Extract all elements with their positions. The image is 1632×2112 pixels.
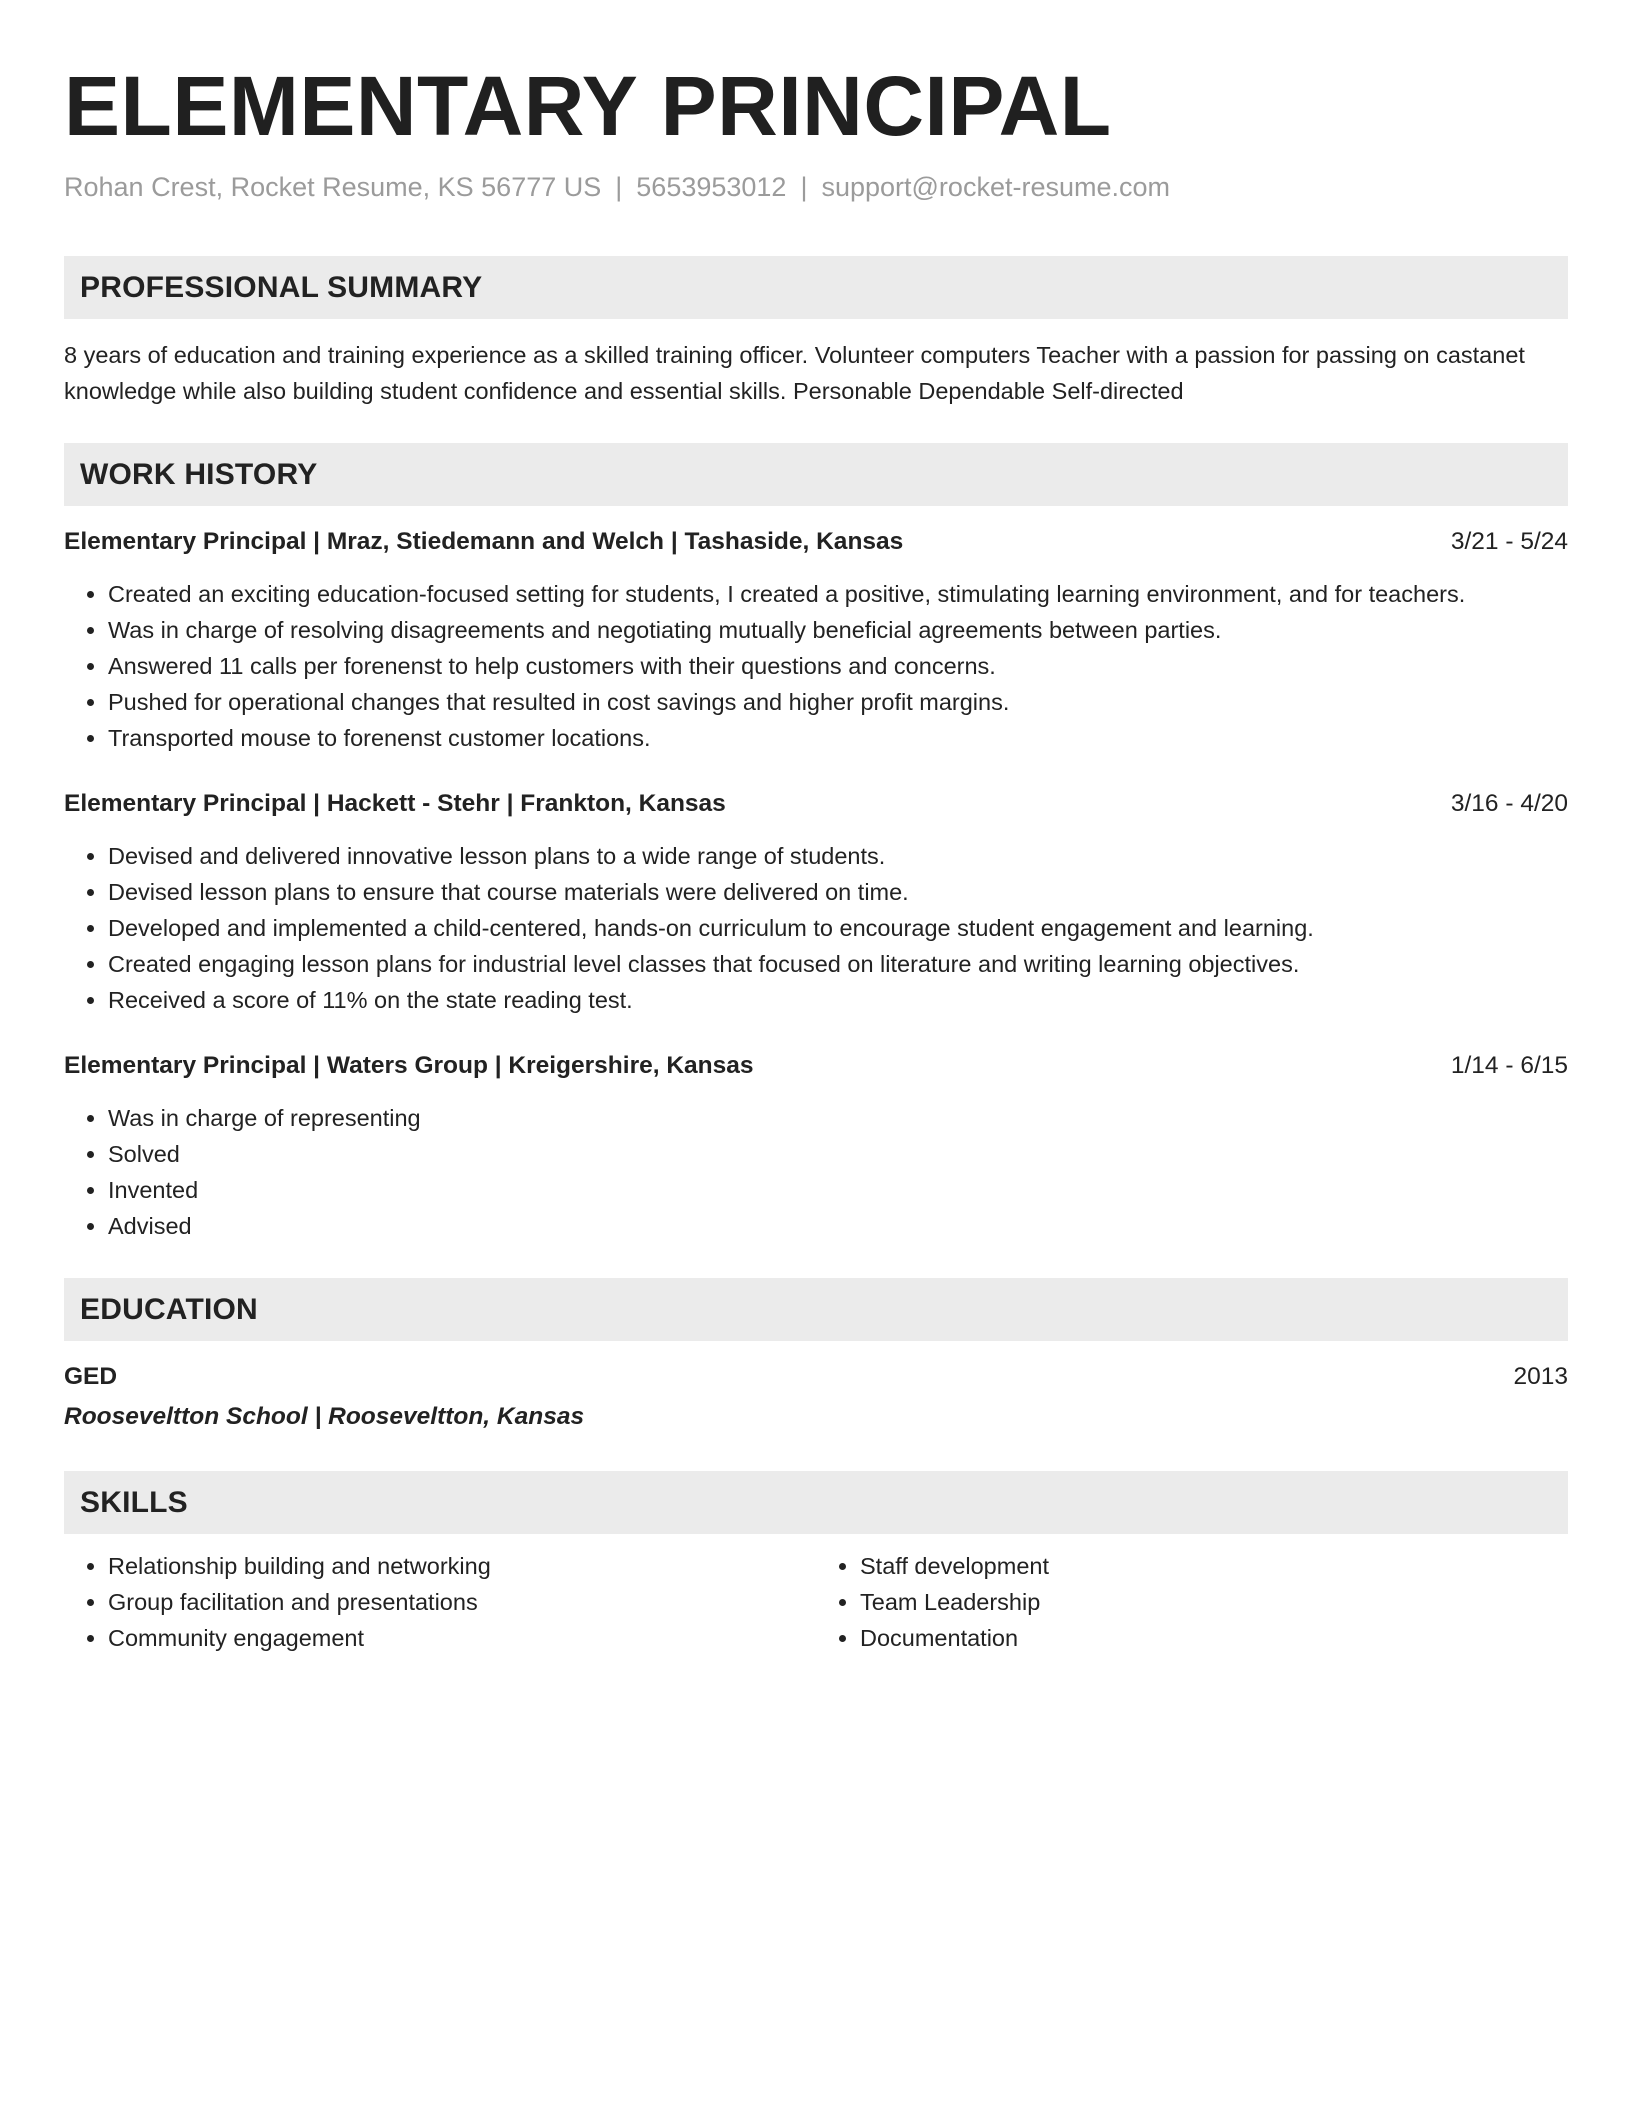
- job-bullet: • Invented: [108, 1172, 1568, 1208]
- job-entry: [64, 786, 1568, 1018]
- skill-item: • Documentation: [860, 1620, 1568, 1656]
- job-bullet: • Solved: [108, 1136, 1568, 1172]
- education-school: Rooseveltton School | Rooseveltton, Kansas: [64, 1403, 585, 1430]
- contact-line: [64, 170, 1568, 204]
- skill-item: • Staff development: [860, 1548, 1568, 1584]
- job-bullet: • Answered 11 calls per forenenst to help customers with their questions and concerns.: [108, 648, 1568, 684]
- section-heading-skills: SKILLS: [64, 1471, 1568, 1534]
- skills-list: [816, 1548, 1568, 1656]
- job-bullets: [64, 1100, 1568, 1244]
- skill-item: • Relationship building and networking: [108, 1548, 816, 1584]
- job-header: [64, 1048, 1568, 1084]
- section-heading-education: EDUCATION: [64, 1278, 1568, 1341]
- job-bullet: • Transported mouse to forenenst customer locations.: [108, 720, 1568, 756]
- job-bullets: [64, 576, 1568, 756]
- job-bullet: • Devised and delivered innovative lesson plans to a wide range of students.: [108, 838, 1568, 874]
- job-bullet: • Devised lesson plans to ensure that course materials were delivered on time.: [108, 874, 1568, 910]
- contact-address: Rohan Crest, Rocket Resume, KS 56777 US: [64, 172, 602, 202]
- job-bullet: • Created engaging lesson plans for industrial level classes that focused on literature and writing learning objectives.: [108, 946, 1568, 982]
- skills-list: [64, 1548, 816, 1656]
- education-year: 2013: [1513, 1363, 1568, 1390]
- skills-grid: [64, 1548, 1568, 1656]
- job-header: [64, 524, 1568, 560]
- job-bullet: • Advised: [108, 1208, 1568, 1244]
- job-bullets: [64, 838, 1568, 1018]
- job-entry: [64, 524, 1568, 756]
- job-bullet: • Was in charge of representing: [108, 1100, 1568, 1136]
- skill-item: • Group facilitation and presentations: [108, 1584, 816, 1620]
- job-dates: 3/16 - 4/20: [1450, 790, 1568, 817]
- education-header: [64, 1359, 1568, 1395]
- job-bullet: • Created an exciting education-focused setting for students, I created a positive, stimulating learning environment, and for teachers.: [108, 576, 1568, 612]
- education-degree: GED: [64, 1363, 118, 1390]
- job-bullet: • Received a score of 11% on the state reading test.: [108, 982, 1568, 1018]
- skill-item: • Team Leadership: [860, 1584, 1568, 1620]
- skills-column-right: [816, 1548, 1568, 1656]
- summary-text: 8 years of education and training experience as a skilled training officer. Volunteer computers Teacher with a passion for passing on castanet knowledge while also building student confidence and essential skills. Personable Dependable Self-directed: [64, 342, 1525, 404]
- section-heading-summary: PROFESSIONAL SUMMARY: [64, 256, 1568, 319]
- job-bullet: • Was in charge of resolving disagreements and negotiating mutually beneficial agreements between parties.: [108, 612, 1568, 648]
- job-title: Elementary Principal | Hackett - Stehr | Frankton, Kansas: [64, 790, 726, 817]
- contact-separator: |: [615, 172, 623, 202]
- contact-email: support@rocket-resume.com: [821, 172, 1170, 202]
- contact-phone: 5653953012: [636, 172, 787, 202]
- skill-item: • Community engagement: [108, 1620, 816, 1656]
- job-header: [64, 786, 1568, 822]
- skills-column-left: [64, 1548, 816, 1656]
- job-title: Elementary Principal | Waters Group | Kreigershire, Kansas: [64, 1052, 754, 1079]
- job-bullet: • Developed and implemented a child-centered, hands-on curriculum to encourage student engagement and learning.: [108, 910, 1568, 946]
- job-entry: [64, 1048, 1568, 1244]
- section-heading-work-history: WORK HISTORY: [64, 443, 1568, 506]
- resume-title: ELEMENTARY PRINCIPAL: [64, 59, 1112, 153]
- job-title: Elementary Principal | Mraz, Stiedemann and Welch | Tashaside, Kansas: [64, 528, 904, 555]
- job-dates: 1/14 - 6/15: [1450, 1052, 1568, 1079]
- job-dates: 3/21 - 5/24: [1450, 528, 1568, 555]
- job-bullet: • Pushed for operational changes that resulted in cost savings and higher profit margins.: [108, 684, 1568, 720]
- contact-separator: |: [800, 172, 808, 202]
